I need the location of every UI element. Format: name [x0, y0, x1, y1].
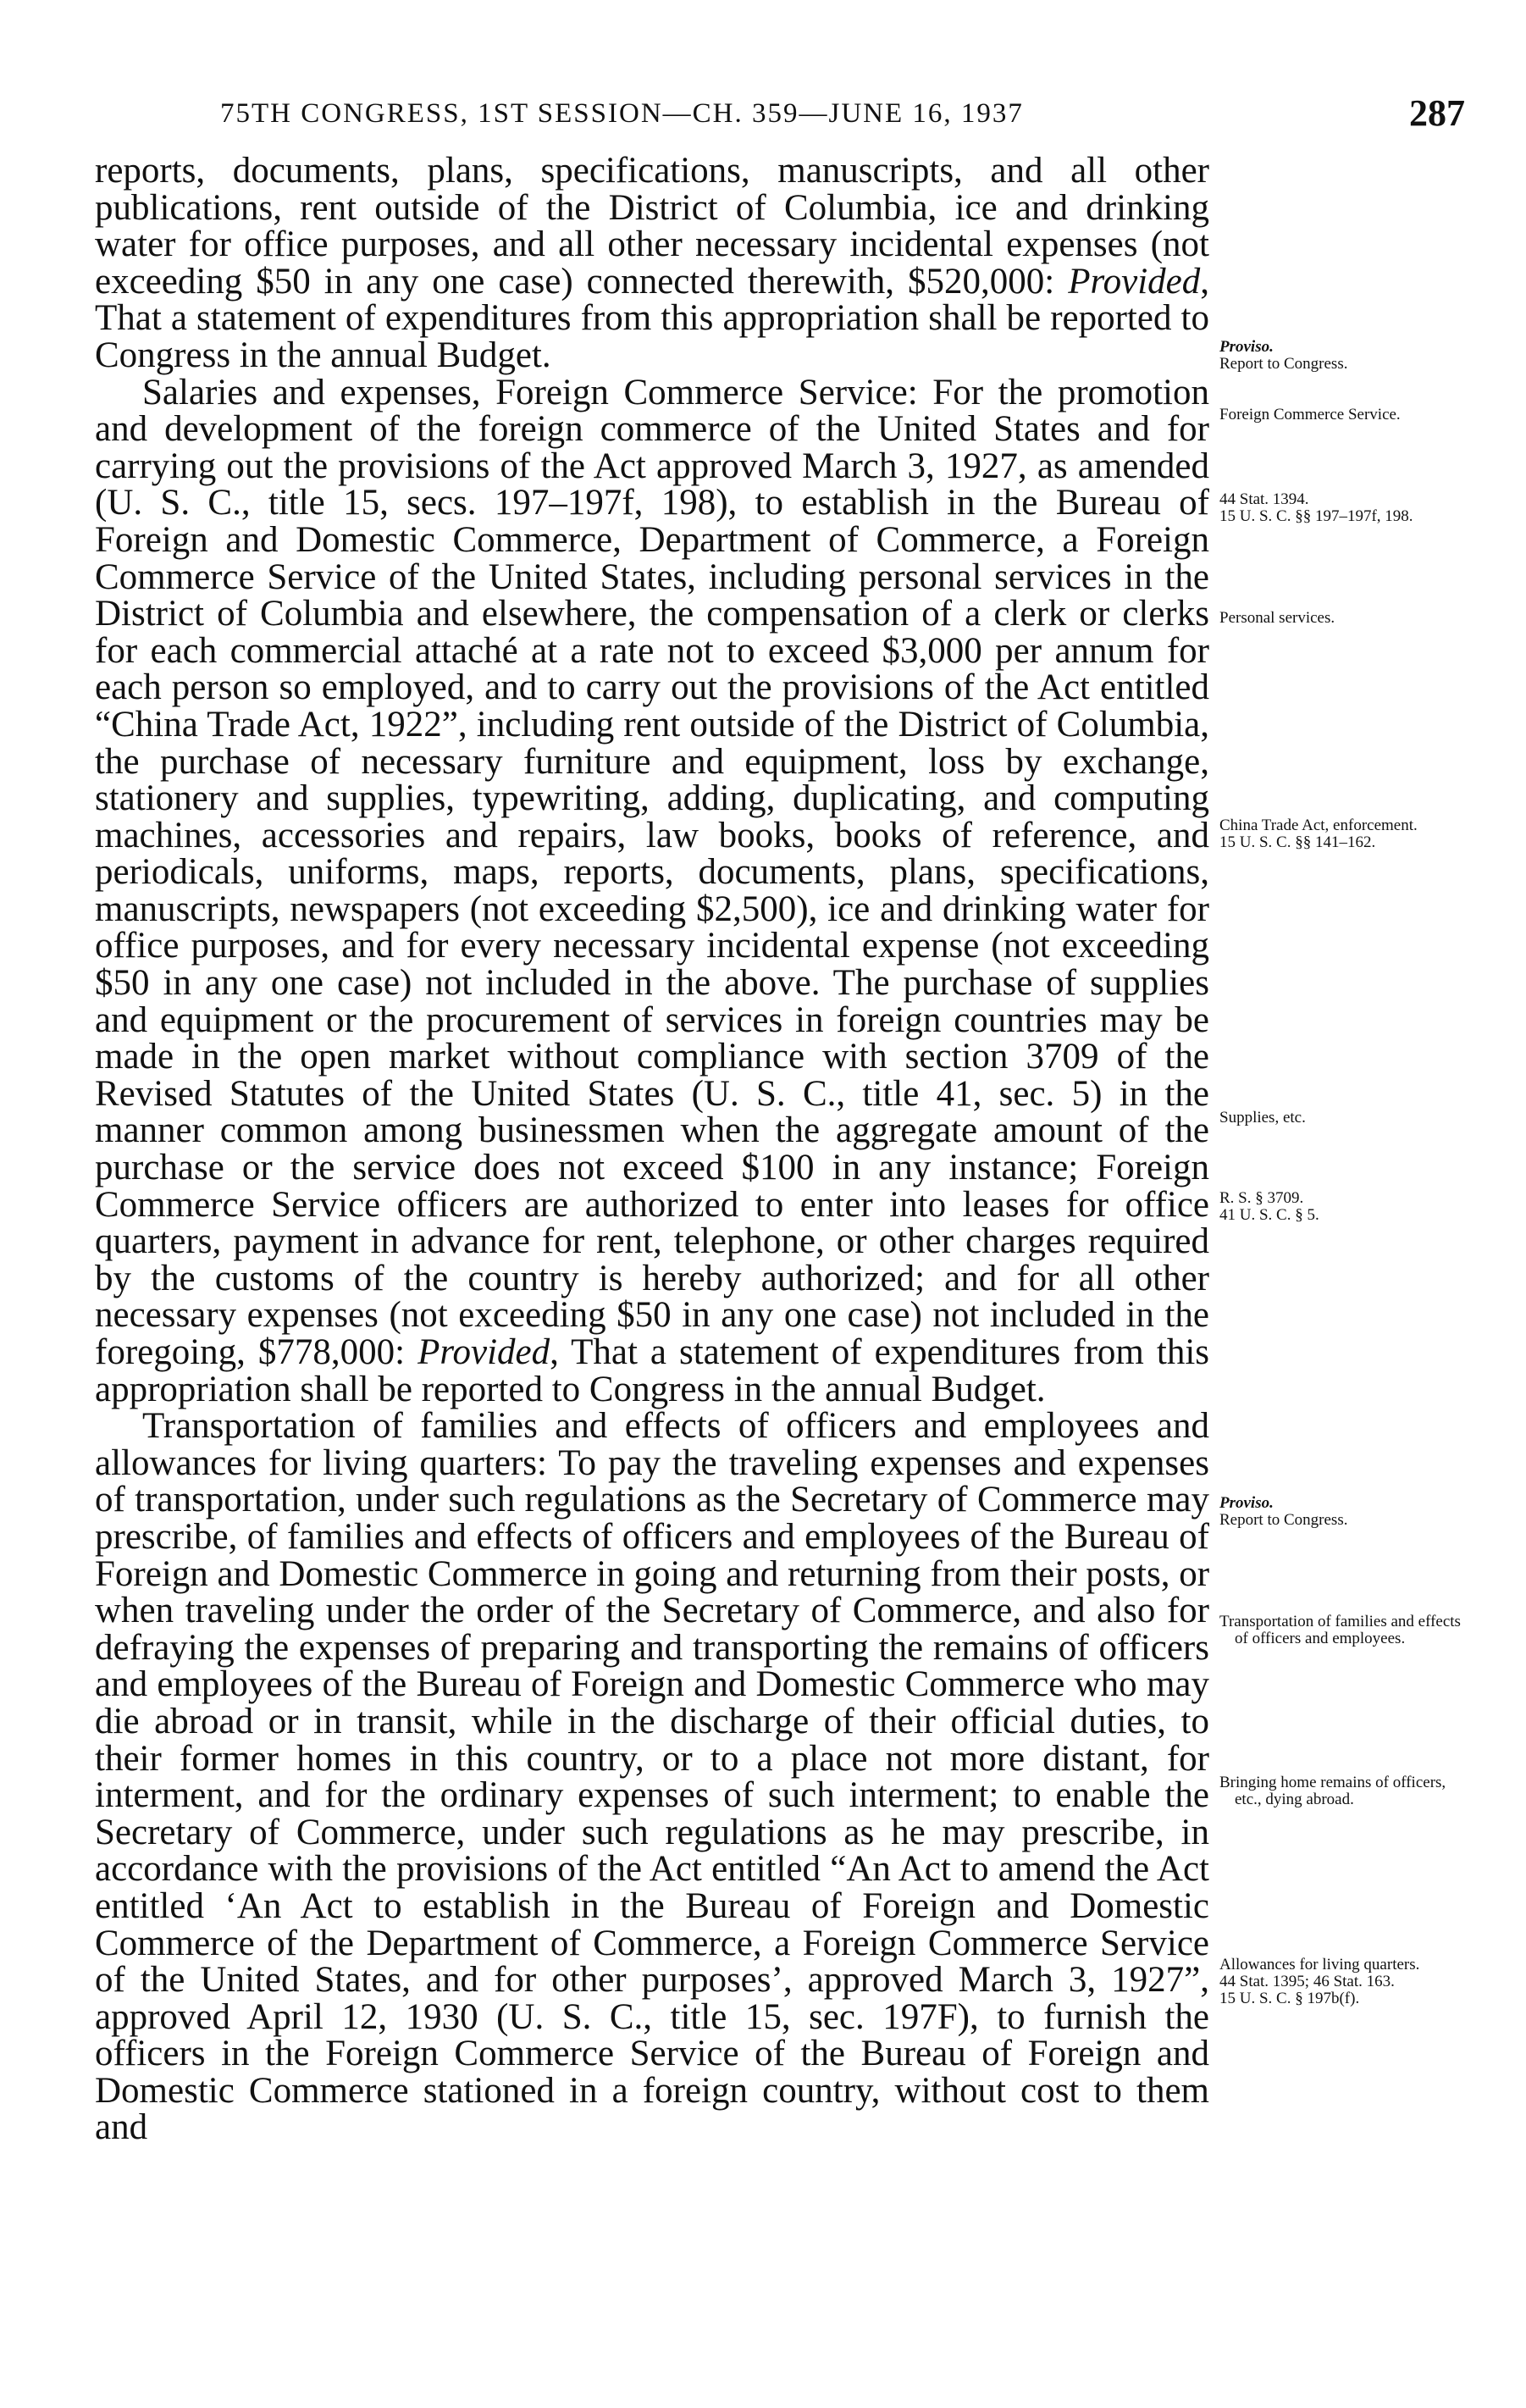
- margin-note-line: Personal services.: [1219, 609, 1335, 627]
- margin-note-allowances: [1219, 1957, 1473, 2007]
- margin-note-line: Proviso.: [1219, 1494, 1274, 1512]
- paragraph-text: Salaries and expenses, Foreign Commerce Service: For the promotion and development of the foreign commerce of the United States and for carrying out the provisions of the Act approved March 3, 1927, as amended (U. S. C., title 15, secs. 197–197f, 198), to establish in the Bureau of Foreign and Domestic Commerce, Department of Commerce, a Foreign Commerce Service of the United States, including personal services in the District of Columbia and elsewhere, the compensation of a clerk or clerks for each commercial attaché at a rate not to exceed $3,000 per annum for each person so employed, and to carry out the provisions of the Act entitled “China Trade Act, 1922”, including rent outside of the District of Columbia, the purchase of necessary furniture and equipment, loss by exchange, stationery and supplies, typewriting, adding, duplicating, and computing machines, accessories and repairs, law books, books of reference, and periodicals, uniforms, maps, reports, documents, plans, specifications, manuscripts, newspapers (not exceeding $2,500), ice and drinking water for office purposes, and for every necessary incidental expense (not exceeding $50 in any one case) not included in the above. The purchase of supplies and equipment or the procurement of services in foreign countries may be made in the open market without compliance with section 3709 of the Revised Statutes of the United States (U. S. C., title 41, sec. 5) in the manner common among businessmen when the aggregate amount of the purchase or the service does not exceed $100 in any instance; Foreign Commerce Service officers are authorized to enter into leases for office quarters, payment in advance for rent, telephone, or other charges required by the customs of the country is hereby authorized; and for all other necessary expenses (not exceeding $50 in any one case) not included in the foregoing, $778,000:: [95, 372, 1209, 1372]
- body-paragraph: [95, 374, 1209, 1409]
- margin-note-line: Report to Congress.: [1219, 355, 1348, 373]
- page-number: 287: [1409, 92, 1465, 134]
- margin-note-line: 44 Stat. 1394.: [1219, 490, 1309, 508]
- margin-note-line: Supplies, etc.: [1219, 1109, 1306, 1127]
- paragraph-text: Transportation of families and effects of officers and employees and allowances for living quarters: To pay the traveling expenses and expenses of transportation, under such regulations as the Secretary of Commerce may prescribe, of families and effects of officers and employees of the Bureau of Foreign and Domestic Commerce in going and returning from their posts, or when traveling under the order of the Secretary of Commerce, and also for defraying the expenses of preparing and transporting the remains of officers and employees of the Bureau of Foreign and Domestic Commerce who may die abroad or in transit, while in the discharge of their official duties, to their former homes in this country, or to a place not more distant, for interment, and for the ordinary expenses of such interment; to enable the Secretary of Commerce, under such regulations as he may prescribe, in accordance with the provisions of the Act entitled “An Act to amend the Act entitled ‘An Act to establish in the Bureau of Foreign and Domestic Commerce of the Department of Commerce, a Foreign Commerce Service of the United States, and for other purposes’, approved March 3, 1927”, approved April 12, 1930 (U. S. C., title 15, sec. 197F), to furnish the officers in the Foreign Commerce Service of the Bureau of Foreign and Domestic Commerce stationed in a foreign country, without cost to them and: [95, 1406, 1210, 2148]
- running-head: 75TH CONGRESS, 1ST SESSION—CH. 359—JUNE 16, 1937: [220, 98, 1024, 129]
- paragraph-text: , That a statement of expenditures from this appropriation shall be reported to Congress in the annual Budget.: [95, 261, 1209, 375]
- margin-note-line: Transportation of families and effects of officers and employees.: [1219, 1613, 1461, 1647]
- margin-note-transportation: [1219, 1614, 1473, 1647]
- body-paragraph: [95, 1408, 1209, 2146]
- margin-note-supplies: [1219, 1110, 1473, 1127]
- margin-note-line: Foreign Commerce Service.: [1219, 406, 1401, 423]
- margin-note-line: China Trade Act, enforcement.: [1219, 817, 1418, 834]
- margin-note-line: 15 U. S. C. §§ 197–197f, 198.: [1219, 507, 1413, 525]
- margin-note-china-trade-act: [1219, 817, 1473, 851]
- margin-note-proviso-1: [1219, 339, 1473, 373]
- margin-note-line: Bringing home remains of officers, etc., dying abroad.: [1219, 1774, 1446, 1808]
- italic-term: Provided: [417, 1332, 550, 1372]
- margin-note-line: R. S. § 3709.: [1219, 1189, 1304, 1207]
- margin-note-line: 15 U. S. C. § 197b(f).: [1219, 1990, 1360, 2007]
- margin-note-rs-3709: [1219, 1190, 1473, 1224]
- margin-note-line: 15 U. S. C. §§ 141–162.: [1219, 833, 1376, 851]
- italic-term: Provided: [1068, 261, 1201, 302]
- main-text-column: [95, 152, 1209, 2389]
- paragraph-text: , That a statement of expenditures from this appropriation shall be reported to Congress in the annual Budget.: [95, 1332, 1210, 1409]
- margin-note-line: 41 U. S. C. § 5.: [1219, 1206, 1319, 1224]
- body-paragraph: [95, 152, 1209, 374]
- margin-note-foreign-commerce-service: [1219, 407, 1473, 423]
- margin-note-proviso-2: [1219, 1495, 1473, 1529]
- paragraph-text: reports, documents, plans, specifications, manuscripts, and all other publications, rent outside of the District of Columbia, ice and drinking water for office purposes, and all other necessary incidental expenses (not exceeding $50 in any one case) connected therewith, $520,000:: [95, 151, 1209, 302]
- margin-note-line: 44 Stat. 1395; 46 Stat. 163.: [1219, 1973, 1395, 1990]
- margin-note-bringing-home: [1219, 1774, 1473, 1808]
- margin-note-stat-44-1394: [1219, 491, 1473, 525]
- margin-note-personal-services: [1219, 610, 1473, 627]
- margin-notes-column: [1219, 0, 1473, 2408]
- margin-note-line: Report to Congress.: [1219, 1511, 1348, 1529]
- margin-note-line: Allowances for living quarters.: [1219, 1956, 1420, 1973]
- margin-note-line: Proviso.: [1219, 338, 1274, 356]
